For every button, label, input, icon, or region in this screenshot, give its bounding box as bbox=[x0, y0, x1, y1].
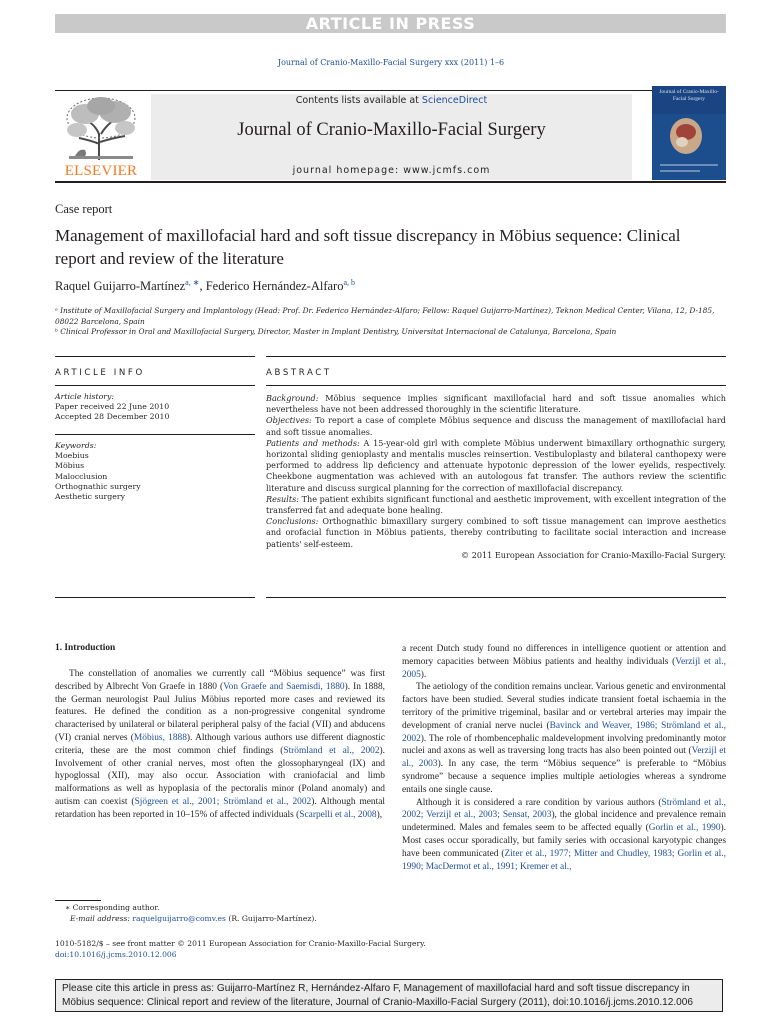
abstract-methods: Patients and methods: A 15-year-old girl with complete Möbius underwent bimaxillary orthognathic surgery, horizontal sliding genioplasty and mentalis muscles reinsertion. Vestibuloplasty and bilateral canthopexy were performed to address lip deficiency and attenuate hypotonic depression of the lower eyelids, respectively. Cheekbone augmentation was achieved with an autologous fat transfer. The authors review the scientific literature and discuss surgical planning for the correction of maxillofacial discrepancy. bbox=[266, 437, 727, 493]
article-info bbox=[55, 392, 255, 423]
abstract-top-rule bbox=[266, 356, 726, 357]
body-column-right bbox=[402, 643, 726, 873]
affiliation-a: ᵃ Institute of Maxillofacial Surgery and Implantology (Head: Prof. Dr. Federico Hernández-Alfaro; Fellow: Raquel Guijarro-Martínez), Teknon Medical Center, Vilana, 12, D-185, 08022 Barcelona, Spain bbox=[55, 306, 715, 326]
article-type: Case report bbox=[55, 202, 113, 216]
masthead-title-panel bbox=[151, 94, 632, 180]
article-info-label: ARTICLE INFO bbox=[55, 368, 145, 378]
issn-line: 1010-5182/$ – see front matter © 2011 European Association for Cranio-Maxillo-Facial Surgery. bbox=[55, 939, 426, 948]
journal-cover-image bbox=[652, 86, 726, 180]
citation-link[interactable]: Scarpelli et al., 2008 bbox=[299, 809, 377, 820]
info-label-rule bbox=[55, 385, 255, 386]
abstract-conclusions: Conclusions: Orthognathic bimaxillary surgery combined to soft tissue management can improve aesthetics and orofacial function in Möbius patients, thereby contributing to facilitate social interaction and increase patients' self-esteem. bbox=[266, 516, 726, 549]
keywords-label: Keywords: bbox=[55, 441, 97, 450]
body-column-left bbox=[55, 668, 385, 822]
elsevier-tree-icon bbox=[55, 94, 147, 164]
keywords-rule bbox=[55, 434, 255, 435]
journal-reference[interactable] bbox=[0, 58, 768, 67]
email-footnote: E-mail address: raquelguijarro@comv.es (R. Guijarro-Martínez). bbox=[70, 914, 317, 923]
citation-link[interactable]: Verzijl et al., 2005 bbox=[402, 656, 726, 680]
corresponding-author-note: ∗ Corresponding author. bbox=[65, 903, 160, 912]
abstract-text bbox=[266, 393, 726, 561]
accepted-date: Accepted 28 December 2010 bbox=[55, 412, 170, 422]
journal-reference-link[interactable]: Journal of Cranio-Maxillo-Facial Surgery xxx (2011) 1–6 bbox=[277, 58, 505, 67]
citation-link[interactable]: Sjögreen et al., 2001; Strömland et al., 2002 bbox=[134, 796, 312, 807]
journal-title: Journal of Cranio-Maxillo-Facial Surgery bbox=[237, 120, 546, 140]
masthead-bottom-rule bbox=[55, 181, 726, 183]
doi-line[interactable] bbox=[55, 949, 177, 960]
body-paragraph: The constellation of anomalies we currently call “Möbius sequence” was first described by Albrecht Von Graefe in 1880 (Von Graefe and Saemisdi, 1880). In 1888, the German neurologist Paul Julius Möbius reported more cases and reviewed its features. He defined the condition as a non-progressive congenital syndrome characterised by unilateral or bilateral peripheral palsy of the facial (VII) and abducens (VI) cranial nerves (Möbius, 1888). Although various authors use different diagnostic criteria, these are the most common chief findings (Strömland et al., 2002). Involvement of other cranial nerves, most often the glossopharyngeal (IX) and hypoglossal (XII), may also occur. Association with craniofacial and limb malformations as well as hypoplasia of the pectoralis minor (Poland anomaly) and autism can coexist (Sjögreen et al., 2001; Strömland et al., 2002). Although mental retardation has been reported in 10–15% of affected individuals (Scarpelli et al., 2008), bbox=[55, 669, 386, 820]
elsevier-logo bbox=[55, 94, 147, 180]
abstract-results: Results: The patient exhibits significant functional and aesthetic improvement, with excellent integration of the transferred fat and adequate bone healing. bbox=[266, 493, 726, 516]
body-paragraph: a recent Dutch study found no differences in intelligence quotient or attention and memory capacities between Möbius patients and healthy individuals (Verzijl et al., 2005). bbox=[402, 644, 726, 680]
citation-link[interactable]: Strömland et al., 2002; Verzijl et al., 2003; Sensat, 2003 bbox=[402, 797, 726, 821]
author-name: Raquel Guijarro-Martínez bbox=[55, 279, 186, 294]
citation-link[interactable]: Verzijl et al., 2003 bbox=[402, 746, 726, 770]
abstract-objectives: Objectives: To report a case of complete Möbius sequence and discuss the management of maxillofacial hard and soft tissue anomalies. bbox=[266, 415, 726, 437]
info-top-rule bbox=[55, 356, 255, 357]
abstract-copyright: © 2011 European Association for Cranio-Maxillo-Facial Surgery. bbox=[461, 549, 726, 560]
keyword: Möbius bbox=[55, 461, 85, 471]
citation-link[interactable]: Von Graefe and Saemisdi, 1880 bbox=[223, 681, 345, 692]
sciencedirect-link[interactable]: ScienceDirect bbox=[421, 95, 488, 106]
abstract-bottom-rule bbox=[266, 597, 726, 598]
received-date: Paper received 22 June 2010 bbox=[55, 402, 170, 412]
citation-link[interactable]: Bavinck and Weaver, 1986; Strömland et al., 2002 bbox=[402, 720, 726, 744]
citation-link[interactable]: Möbius, 1888 bbox=[133, 732, 187, 743]
body-paragraph: Although it is considered a rare condition by various authors (Strömland et al., 2002; Verzijl et al., 2003; Sensat, 2003), the global incidence and prevalence remain undetermined. Males and females seem to be affected equally (Gorlin et al., 1990). Most cases occur sporadically, but family series with occasional karyotypic changes have been communicated (Ziter et al., 1977; Mitter and Chudley, 1983; Gorlin et al., 1990; MacDermot et al., 1991; Kremer et al., bbox=[402, 797, 726, 872]
citation-link[interactable]: Gorlin et al., 1990 bbox=[648, 823, 721, 834]
publisher-name: ELSEVIER bbox=[64, 163, 138, 179]
keyword: Malocclusion bbox=[55, 471, 108, 481]
abstract-background: Background: Möbius sequence implies significant maxillofacial hard and soft tissue anomalies which nevertheless have not been addressed thoroughly in the scientific literature. bbox=[266, 393, 726, 415]
keyword: Moebius bbox=[55, 451, 89, 461]
citation-link[interactable]: Strömland et al., 2002 bbox=[283, 745, 380, 756]
section-heading-introduction: 1. Introduction bbox=[55, 643, 116, 653]
info-bottom-rule bbox=[55, 597, 255, 598]
article-title: Management of maxillofacial hard and soft tissue discrepancy in Möbius sequence: Clinical report and review of the literature bbox=[55, 226, 681, 268]
footnote-rule bbox=[55, 900, 101, 901]
keyword: Orthognathic surgery bbox=[55, 481, 141, 491]
masthead-top-rule bbox=[55, 90, 726, 91]
citation-notice: Please cite this article in press as: Guijarro-Martínez R, Hernández-Alfaro F, Management of maxillofacial hard and soft tissue discrepancy in Möbius sequence: Clinical report and review of the literature, Journal of Cranio-Maxillo-Facial Surgery (2011), doi:10.1016/j.jcms.2010.12.006 bbox=[55, 979, 723, 1012]
body-paragraph: The aetiology of the condition remains unclear. Various genetic and environmental factors have been studied. Several studies indicate transient foetal ischaemia in the territory of the primitive trigeminal, basilar and or vertebral arteries may impair the development of cranial nerve nuclei (Bavinck and Weaver, 1986; Strömland et al., 2002). The role of rhombencephalic maldevelopment involving predominantly motor nuclei and axons as well as traversing long tracts has also been pointed out (Verzijl et al., 2003). In any case, the term “Möbius sequence” is preferable to “Möbius syndrome” because a sequence implies multiple aetiologies whereas a syndrome entails one single cause. bbox=[402, 682, 726, 795]
affiliation-b: ᵇ Clinical Professor in Oral and Maxillofacial Surgery, Director, Master in Implant Dentistry, Universitat Internacional de Catalunya, Barcelona, Spain bbox=[55, 327, 617, 336]
keywords-block bbox=[55, 441, 255, 502]
article-in-press-banner: ARTICLE IN PRESS bbox=[55, 14, 726, 33]
author-list bbox=[55, 278, 355, 294]
history-label: Article history: bbox=[55, 392, 115, 401]
abstract-label-rule bbox=[266, 385, 726, 386]
keyword: Aesthetic surgery bbox=[55, 492, 125, 502]
journal-homepage[interactable]: journal homepage: www.jcmfs.com bbox=[292, 165, 491, 176]
cover-title: Journal of Cranio-Maxillo-Facial Surgery bbox=[659, 89, 719, 102]
author-email-link[interactable]: raquelguijarro@comv.es bbox=[132, 914, 226, 923]
citation-link[interactable]: Ziter et al., 1977; Mitter and Chudley, 1983; Gorlin et al., 1990; MacDermot et al., 1991; Kremer et al., bbox=[402, 848, 726, 872]
author-affiliation-marker[interactable]: a, b bbox=[343, 278, 356, 287]
author-affiliation-marker[interactable]: a, ∗ bbox=[185, 278, 200, 287]
contents-line: Contents lists available at ScienceDirect bbox=[295, 95, 488, 106]
abstract-label: ABSTRACT bbox=[266, 368, 332, 378]
author-name: , Federico Hernández-Alfaro bbox=[199, 279, 344, 294]
doi-link[interactable]: doi:10.1016/j.jcms.2010.12.006 bbox=[55, 950, 177, 959]
